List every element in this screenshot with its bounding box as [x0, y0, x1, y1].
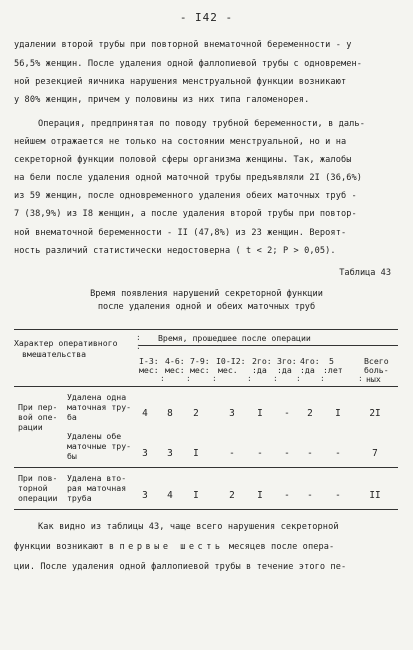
table-cell: -: [335, 490, 341, 501]
table-header-cell: :да: [252, 365, 267, 375]
table-header-cell: :да: [300, 365, 315, 375]
row-label: рая маточная: [67, 483, 127, 493]
text-line: ции. После удаления одной фаллопиевой трубы в течение этого пе-: [14, 562, 347, 572]
table-header-cell: :лет: [323, 365, 343, 375]
text-line: ной внематочной беременности - II (47,8%) из 23 женщин. Вероят-: [14, 228, 347, 238]
text-line: Операция, предпринятая по поводу трубной беременности, в даль-: [38, 119, 365, 129]
table-header-cell: мес:: [190, 365, 210, 375]
row-label: Удалены обе: [67, 431, 122, 441]
table-header-cell: боль-: [364, 365, 389, 375]
table-header-cell: :да: [277, 365, 292, 375]
table-rule: [14, 386, 398, 387]
group-label: торной: [18, 483, 48, 493]
column-separator: :: [358, 374, 363, 383]
row-label: бы: [67, 451, 77, 461]
group-label: рации: [18, 422, 43, 432]
group-label: При пов-: [18, 473, 58, 483]
table-cell: 3: [142, 448, 148, 459]
row-label: ба: [67, 412, 77, 422]
table-header-cell: ных: [366, 374, 381, 384]
table-rule: [14, 329, 398, 330]
table-cell: -: [284, 448, 290, 459]
table-header-cell: 3го:: [277, 356, 297, 366]
group-label: операции: [18, 493, 58, 503]
text-line: [14, 542, 334, 552]
table-cell: 2: [229, 490, 235, 501]
row-label: Удалена одна: [67, 392, 127, 402]
row-label: маточная тру-: [67, 402, 132, 412]
table-header-cell: Всего: [364, 356, 389, 366]
table-cell: -: [307, 490, 313, 501]
table-header-cell: I-3:: [139, 356, 159, 366]
table-header-cell: вмешательства: [22, 349, 87, 359]
table-header-cell: мес:: [165, 365, 185, 375]
column-separator: :: [273, 374, 278, 383]
table-cell: II: [369, 490, 381, 501]
table-cell: -: [284, 490, 290, 501]
text-line: из 59 женщин, после одновременного удаления обеих маточных труб -: [14, 191, 357, 201]
table-cell: 2: [193, 408, 199, 419]
table-rule: [14, 467, 398, 468]
table-cell: 2: [307, 408, 313, 419]
table-cell: 4: [142, 408, 148, 419]
table-cell: 3: [167, 448, 173, 459]
table-header-cell: 7-9:: [190, 356, 210, 366]
table-cell: -: [257, 448, 263, 459]
text-line: ной резекцией яичника нарушения менструальной функции возникают: [14, 77, 347, 87]
row-label: труба: [67, 493, 92, 503]
table-header-cell: Характер оперативного: [14, 338, 118, 348]
table-header-cell: мес.: [218, 365, 238, 375]
table-cell: 7: [372, 448, 378, 459]
table-header-cell: 5: [329, 356, 334, 366]
table-cell: -: [229, 448, 235, 459]
table-label: Таблица 43: [339, 268, 391, 278]
group-label: При пер-: [18, 402, 58, 412]
table-title: Время появления нарушений секреторной функции: [90, 289, 323, 299]
text-span: функции возникают в: [14, 542, 120, 552]
text-line: 7 (38,9%) из I8 женщин, а после удаления второй трубы при повтор-: [14, 209, 357, 219]
row-label: маточные тру-: [67, 441, 132, 451]
column-separator: :: [296, 374, 301, 383]
emphasized-text: первые шесть: [119, 542, 224, 552]
table-cell: -: [307, 448, 313, 459]
row-label: Удалена вто-: [67, 473, 127, 483]
table-header-cell: 4го:: [300, 356, 320, 366]
column-separator: :: [320, 374, 325, 383]
text-line: Как видно из таблицы 43, чаще всего нарушения секреторной: [38, 522, 339, 532]
text-line: нейшем отражается не только на состоянии менструальной, но и на: [14, 137, 347, 147]
text-line: на бели после удаления одной маточной трубы предъявляли 2I (36,6%): [14, 173, 363, 183]
table-header-cell: 2го:: [252, 356, 272, 366]
text-line: удалении второй трубы при повторной внематочной беременности - у: [14, 40, 352, 50]
table-cell: I: [193, 490, 199, 501]
table-cell: I: [193, 448, 199, 459]
page-number: - I42 -: [179, 11, 234, 24]
table-cell: I: [257, 408, 263, 419]
table-cell: 4: [167, 490, 173, 501]
column-separator: :: [160, 374, 165, 383]
table-rule: [139, 345, 398, 346]
table-cell: 3: [229, 408, 235, 419]
table-cell: 8: [167, 408, 173, 419]
text-line: секреторной функции половой сферы организма женщины. Так, жалобы: [14, 155, 352, 165]
table-header-cell: 4-6:: [165, 356, 185, 366]
column-separator: :: [186, 374, 191, 383]
table-rule: [14, 509, 398, 510]
table-cell: I: [257, 490, 263, 501]
table-cell: -: [335, 448, 341, 459]
text-line: 56,5% женщин. После удаления одной фаллопиевой трубы с одновремен-: [14, 59, 363, 69]
table-header-cell: Время, прошедшее после операции: [158, 333, 311, 343]
text-span: месяцев после опера-: [223, 542, 335, 552]
table-header-cell: мес:: [139, 365, 159, 375]
column-separator: :: [212, 374, 217, 383]
table-cell: 3: [142, 490, 148, 501]
table-cell: I: [335, 408, 341, 419]
column-separator: : :: [136, 333, 141, 351]
text-line: ность различий статистически недостоверна ( t < 2; P > 0,05).: [14, 246, 336, 256]
text-line: у 80% женщин, причем у половины из них типа галоменорея.: [14, 95, 310, 105]
table-cell: -: [284, 408, 290, 419]
column-separator: :: [247, 374, 252, 383]
table-title: после удаления одной и обеих маточных труб: [97, 302, 316, 312]
table-cell: 2I: [369, 408, 381, 419]
table-header-cell: I0-I2:: [216, 356, 246, 366]
group-label: вой опе-: [18, 412, 58, 422]
